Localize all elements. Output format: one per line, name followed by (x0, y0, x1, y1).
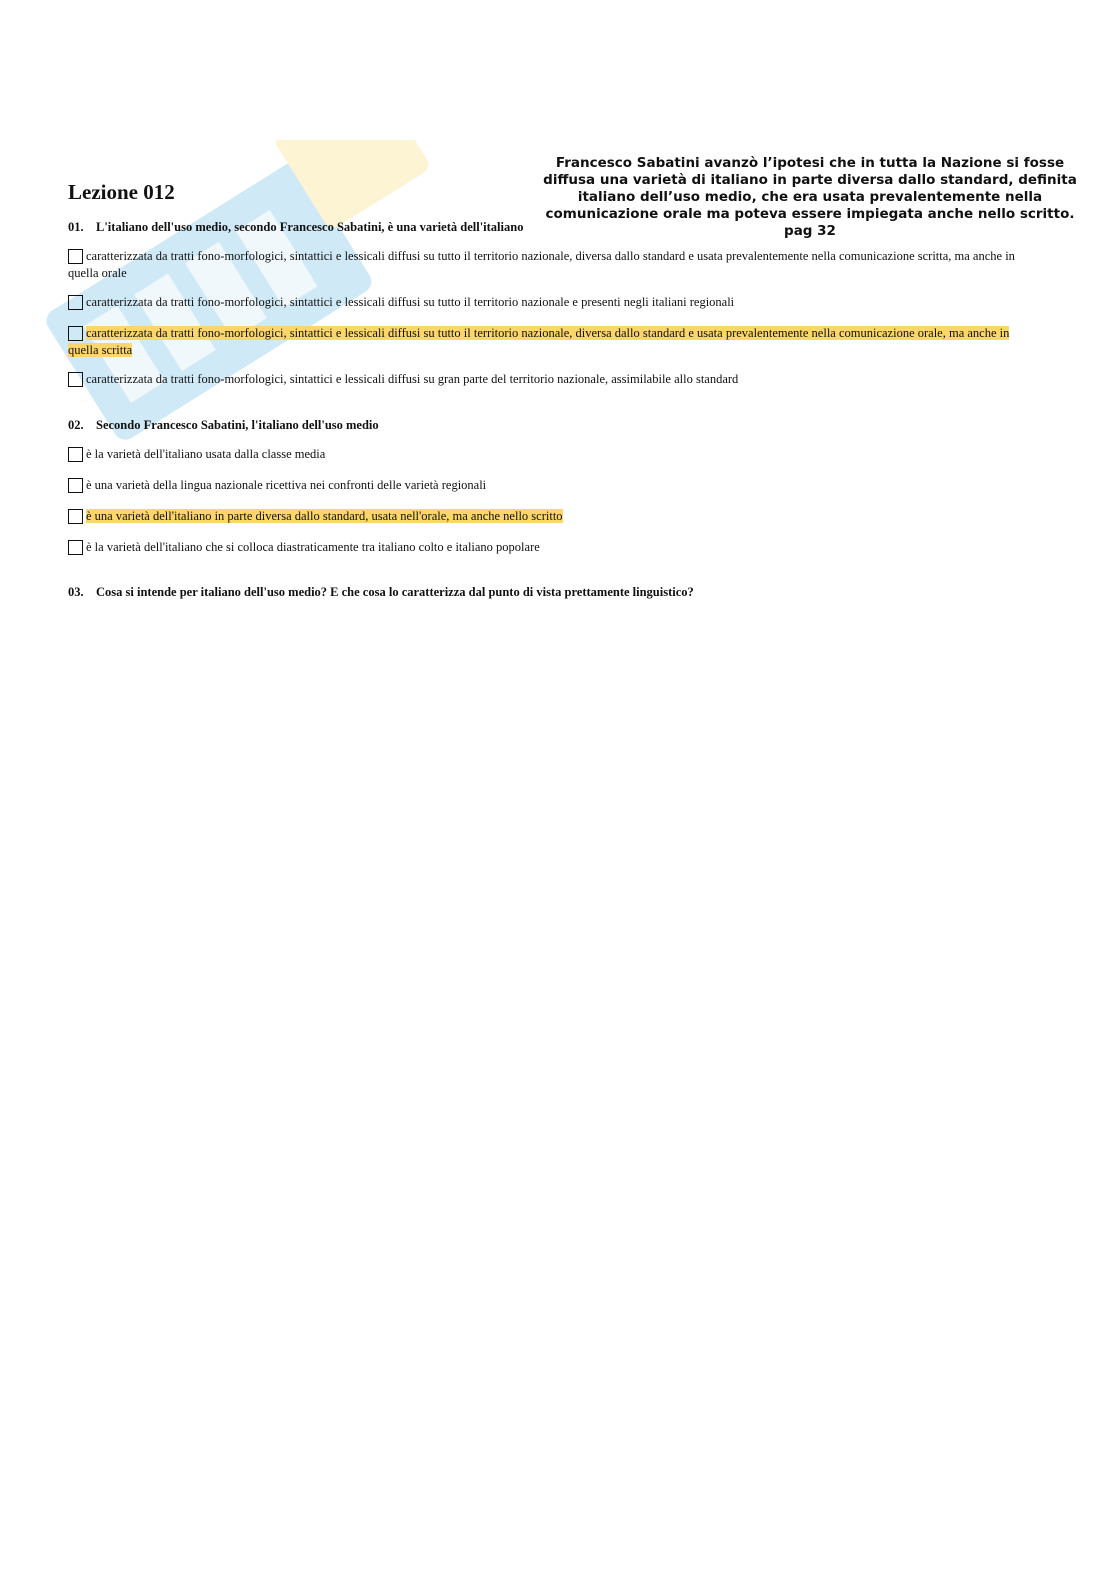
question-number: 02. (68, 418, 84, 432)
lesson-title: Lezione 012 (68, 180, 175, 204)
checkbox[interactable] (68, 540, 83, 555)
checkbox[interactable] (68, 478, 83, 493)
question-text: L'italiano dell'uso medio, secondo Francesco Sabatini, è una varietà dell'italiano (96, 220, 524, 234)
option-text-highlighted: caratterizzata da tratti fono-morfologici, sintattici e lessicali diffusi su tutto il territorio nazionale, diversa dallo standard e usata prevalentemente nella comunicazione orale, ma anche in quella scritta (68, 326, 1010, 357)
answer-option[interactable] (68, 477, 1018, 494)
answer-option-highlighted[interactable] (68, 325, 1018, 359)
option-text-highlighted: è una varietà dell'italiano in parte diversa dallo standard, usata nell'orale, ma anche nello scritto (86, 509, 563, 523)
question-number: 01. (68, 220, 84, 234)
question-text: Secondo Francesco Sabatini, l'italiano dell'uso medio (96, 418, 379, 432)
checkbox[interactable] (68, 249, 83, 264)
checkbox[interactable] (68, 372, 83, 387)
answer-option-highlighted[interactable] (68, 508, 1018, 525)
answer-option[interactable] (68, 371, 1018, 388)
question-3 (68, 585, 694, 600)
option-text: caratterizzata da tratti fono-morfologici, sintattici e lessicali diffusi su tutto il territorio nazionale, diversa dallo standard e usata prevalentemente nella comunicazione scritta, ma anche in quella orale (68, 249, 1015, 280)
option-text: caratterizzata da tratti fono-morfologici, sintattici e lessicali diffusi su gran parte del territorio nazionale, assimilabile allo standard (86, 372, 739, 386)
option-text: è una varietà della lingua nazionale ricettiva nei confronti delle varietà regionali (86, 478, 487, 492)
option-text: è la varietà dell'italiano che si colloca diastraticamente tra italiano colto e italiano popolare (86, 540, 540, 554)
answer-option[interactable] (68, 539, 1018, 556)
answer-option[interactable] (68, 294, 1018, 311)
answer-option[interactable] (68, 446, 1018, 463)
checkbox[interactable] (68, 447, 83, 462)
question-1 (68, 220, 523, 235)
checkbox[interactable] (68, 509, 83, 524)
side-note: Francesco Sabatini avanzò l’ipotesi che in tutta la Nazione si fosse diffusa una varietà di italiano in parte diversa dallo standard, definita italiano dell’uso medio, che era usata prevalentemente nella comunicazione orale ma poteva essere impiegata anche nello scritto. pag 32 (543, 155, 1077, 239)
question-number: 03. (68, 585, 84, 599)
question-2 (68, 418, 379, 433)
option-text: è la varietà dell'italiano usata dalla classe media (86, 447, 326, 461)
question-text: Cosa si intende per italiano dell'uso medio? E che cosa lo caratterizza dal punto di vista prettamente linguistico? (96, 585, 694, 599)
checkbox[interactable] (68, 295, 83, 310)
option-text: caratterizzata da tratti fono-morfologici, sintattici e lessicali diffusi su tutto il territorio nazionale e presenti negli italiani regionali (86, 295, 735, 309)
checkbox[interactable] (68, 326, 83, 341)
answer-option[interactable] (68, 248, 1018, 282)
